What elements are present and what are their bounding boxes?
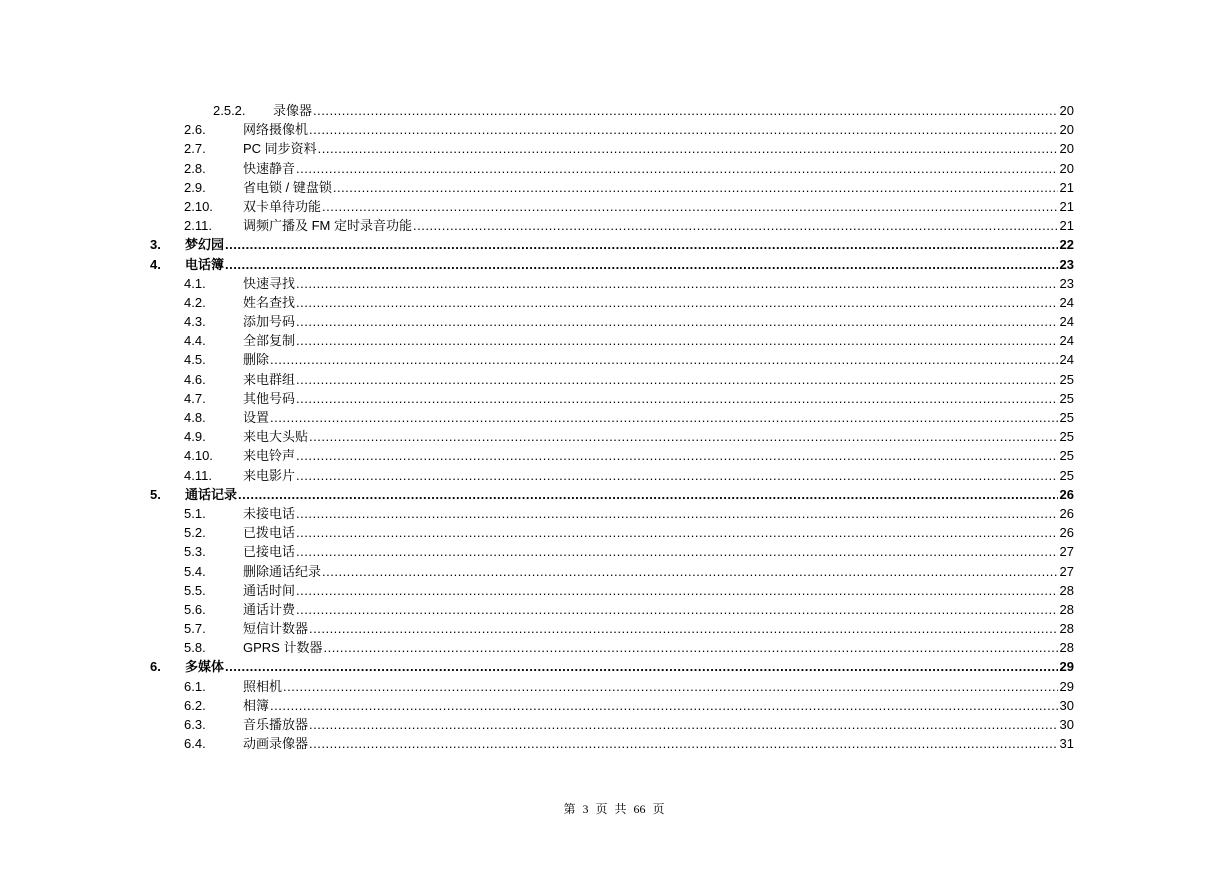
toc-entry[interactable] xyxy=(150,350,1074,369)
toc-entry-line xyxy=(243,312,1074,331)
toc-entry-page-number[interactable]: 30 xyxy=(1059,717,1074,732)
toc-entry-number: 2.7. xyxy=(184,141,206,157)
toc-entry-line xyxy=(243,293,1074,312)
toc-entry[interactable] xyxy=(150,562,1074,581)
dot-leader xyxy=(323,638,1057,657)
toc-entry-title[interactable]: 梦幻园 xyxy=(185,237,225,253)
toc-entry-line xyxy=(243,542,1074,561)
toc-entry-page-number[interactable]: 21 xyxy=(1059,179,1074,195)
toc-entry-number: 6.4. xyxy=(184,736,206,752)
toc-entry-number: 6.3. xyxy=(184,717,206,732)
toc-entry-page-number[interactable]: 21 xyxy=(1059,198,1074,214)
dot-leader xyxy=(270,696,1058,715)
toc-entry-line xyxy=(185,235,1074,254)
toc-entry-page-number[interactable]: 28 xyxy=(1059,640,1074,656)
toc-entry-number: 4.7. xyxy=(184,390,206,406)
toc-entry-page-number[interactable]: 28 xyxy=(1059,621,1074,637)
toc-entry-line xyxy=(243,159,1074,178)
toc-entry-page-number[interactable]: 25 xyxy=(1059,371,1074,387)
dot-leader xyxy=(296,293,1058,312)
toc-entry-title[interactable]: 姓名查找 xyxy=(243,294,296,310)
toc-entry-page-number[interactable]: 29 xyxy=(1059,678,1074,694)
toc-entry-title[interactable]: 双卡单待功能 xyxy=(243,198,322,214)
toc-entry-title[interactable]: 通话计费 xyxy=(243,601,296,617)
toc-entry[interactable] xyxy=(150,139,1074,158)
toc-entry-number: 4.4. xyxy=(184,333,206,349)
toc-entry-page-number[interactable]: 30 xyxy=(1059,697,1074,713)
toc-entry-line xyxy=(243,696,1074,715)
dot-leader xyxy=(333,178,1058,197)
dot-leader xyxy=(309,120,1058,139)
toc-entry-title[interactable]: 省电锁 / 键盘锁 xyxy=(243,179,332,195)
toc-entry-page-number[interactable]: 24 xyxy=(1059,314,1074,330)
toc-entry-page-number[interactable]: 27 xyxy=(1059,563,1074,579)
toc-entry-line xyxy=(243,331,1074,350)
toc-entry[interactable] xyxy=(150,504,1074,523)
toc-entry-line xyxy=(243,600,1074,619)
toc-entry-line xyxy=(243,562,1074,581)
toc-entry[interactable] xyxy=(150,389,1074,408)
toc-entry[interactable] xyxy=(150,370,1074,389)
toc-entry-title[interactable]: 删除通话纪录 xyxy=(243,563,322,579)
toc-entry-line xyxy=(243,120,1074,139)
dot-leader xyxy=(296,446,1058,465)
toc-entry[interactable] xyxy=(150,581,1074,600)
toc-entry[interactable] xyxy=(150,159,1074,178)
toc-entry-title[interactable]: 网络摄像机 xyxy=(243,122,309,138)
toc-entry-title[interactable]: 已拨电话 xyxy=(243,525,296,541)
toc-entry-page-number[interactable]: 20 xyxy=(1059,103,1074,118)
dot-leader xyxy=(309,619,1058,638)
toc-entry-line xyxy=(243,466,1074,485)
toc-entry-title[interactable]: 来电铃声 xyxy=(243,448,296,464)
toc-entry-title[interactable]: 全部复制 xyxy=(243,333,296,349)
toc-entry-number: 4.5. xyxy=(184,352,206,368)
toc-entry-line xyxy=(243,638,1074,657)
toc-entry-title[interactable]: 短信计数器 xyxy=(243,621,309,637)
toc-entry-number: 5.4. xyxy=(184,563,206,579)
toc-entry-page-number[interactable]: 27 xyxy=(1059,544,1074,560)
toc-entry-page-number[interactable]: 24 xyxy=(1059,352,1074,368)
toc-entry[interactable] xyxy=(150,178,1074,197)
toc-entry[interactable] xyxy=(150,657,1074,676)
toc-entry-title[interactable]: 删除 xyxy=(243,352,270,368)
toc-entry-title[interactable]: 快速静音 xyxy=(243,160,296,176)
toc-entry-title[interactable]: 已接电话 xyxy=(243,544,296,560)
toc-entry-number: 2.10. xyxy=(184,198,213,214)
toc-entry-title[interactable]: 录像器 xyxy=(273,103,313,118)
toc-entry[interactable] xyxy=(150,312,1074,331)
toc-entry-line xyxy=(243,504,1074,523)
toc-entry-title[interactable]: 调频广播及 FM 定时录音功能 xyxy=(243,218,412,234)
toc-entry-title[interactable]: 快速寻找 xyxy=(243,275,296,291)
toc-entry[interactable] xyxy=(150,408,1074,427)
toc-entry-number: 6.2. xyxy=(184,697,206,713)
page-footer: 第 3 页 共 66 页 xyxy=(563,802,665,816)
toc-entry[interactable] xyxy=(150,293,1074,312)
toc-entry-title[interactable]: 音乐播放器 xyxy=(243,717,309,732)
toc-entry-page-number[interactable]: 25 xyxy=(1059,448,1074,464)
dot-leader xyxy=(225,255,1058,274)
toc-entry[interactable] xyxy=(150,542,1074,561)
toc-entry-page-number[interactable]: 20 xyxy=(1059,141,1074,157)
toc-entry-line xyxy=(243,523,1074,542)
toc-entry-line xyxy=(243,427,1074,446)
toc-entry[interactable] xyxy=(150,101,1074,120)
toc-entry-line xyxy=(243,408,1074,427)
toc-entry-line xyxy=(243,197,1074,216)
toc-entry-page-number[interactable]: 20 xyxy=(1059,160,1074,176)
toc-entry-line xyxy=(243,216,1074,235)
toc-entry-page-number[interactable]: 21 xyxy=(1059,218,1074,234)
dot-leader xyxy=(296,312,1058,331)
toc-entry-number: 2.5.2. xyxy=(213,103,246,118)
toc-entry-number: 5.5. xyxy=(184,582,206,598)
dot-leader xyxy=(296,600,1058,619)
dot-leader xyxy=(309,427,1058,446)
dot-leader xyxy=(309,734,1058,753)
toc-entry-page-number[interactable]: 25 xyxy=(1059,410,1074,425)
toc-entry-page-number[interactable]: 26 xyxy=(1059,505,1074,521)
toc-entry-number: 5.7. xyxy=(184,621,206,637)
toc-entry[interactable] xyxy=(150,715,1074,734)
dot-leader xyxy=(322,197,1058,216)
toc-entry-title[interactable]: 多媒体 xyxy=(185,659,225,675)
toc-entry[interactable] xyxy=(150,696,1074,715)
toc-entry-title[interactable]: GPRS 计数器 xyxy=(243,640,323,656)
toc-entry[interactable] xyxy=(150,331,1074,350)
toc-entry[interactable] xyxy=(150,523,1074,542)
toc-entry-line xyxy=(185,485,1074,504)
toc-entry[interactable] xyxy=(150,274,1074,293)
toc-entry-number: 6. xyxy=(150,659,161,675)
toc-entry[interactable] xyxy=(150,677,1074,696)
toc-entry[interactable] xyxy=(150,466,1074,485)
toc-entry-number: 5.3. xyxy=(184,544,206,560)
toc-entry-page-number[interactable]: 29 xyxy=(1059,659,1074,675)
toc-entry-line xyxy=(185,255,1074,274)
toc-entry[interactable] xyxy=(150,734,1074,753)
toc-entry[interactable] xyxy=(150,600,1074,619)
dot-leader xyxy=(225,235,1058,254)
toc-entry-title[interactable]: 通话时间 xyxy=(243,582,296,598)
toc-entry[interactable] xyxy=(150,197,1074,216)
toc-entry-title[interactable]: 来电影片 xyxy=(243,467,296,483)
toc-entry-number: 4.11. xyxy=(184,467,212,483)
toc-entry-page-number[interactable]: 31 xyxy=(1059,736,1074,752)
toc-entry-page-number[interactable]: 28 xyxy=(1059,582,1074,598)
toc-entry-number: 2.6. xyxy=(184,122,206,138)
toc-entry-page-number[interactable]: 23 xyxy=(1059,256,1074,272)
toc-entry-number: 6.1. xyxy=(184,678,206,694)
toc-entry-page-number[interactable]: 25 xyxy=(1059,467,1074,483)
dot-leader xyxy=(296,466,1058,485)
toc-entry-line xyxy=(243,350,1074,369)
toc-entry-number: 5.1. xyxy=(184,505,206,521)
toc-entry-line xyxy=(185,657,1074,676)
toc-entry-page-number[interactable]: 20 xyxy=(1059,122,1074,138)
toc-entry-title[interactable]: 来电群组 xyxy=(243,371,296,387)
toc-entry-number: 4.2. xyxy=(184,294,206,310)
dot-leader xyxy=(296,370,1058,389)
toc-entry-number: 5.6. xyxy=(184,601,206,617)
toc-entry-line xyxy=(243,139,1074,158)
toc-entry-page-number[interactable]: 22 xyxy=(1059,237,1074,253)
toc-entry-title[interactable]: 设置 xyxy=(243,410,270,425)
toc-entry-number: 5. xyxy=(150,486,161,502)
dot-leader xyxy=(270,350,1058,369)
toc-entry-number: 5.2. xyxy=(184,525,206,541)
dot-leader xyxy=(238,485,1058,504)
toc-entry-line xyxy=(243,715,1074,734)
toc-entry-page-number[interactable]: 26 xyxy=(1059,486,1074,502)
toc-entry-title[interactable]: PC 同步资料 xyxy=(243,141,317,157)
toc-entry-line xyxy=(243,446,1074,465)
toc-entry-line xyxy=(243,389,1074,408)
toc-entry-line xyxy=(243,677,1074,696)
toc-entry-number: 3. xyxy=(150,237,161,253)
toc-entry-line xyxy=(243,619,1074,638)
dot-leader xyxy=(313,101,1058,120)
table-of-contents xyxy=(150,101,1074,753)
toc-entry-line xyxy=(273,101,1074,120)
toc-entry-page-number[interactable]: 28 xyxy=(1059,601,1074,617)
toc-entry-number: 4. xyxy=(150,256,161,272)
toc-entry-line xyxy=(243,370,1074,389)
dot-leader xyxy=(296,581,1058,600)
toc-entry[interactable] xyxy=(150,446,1074,465)
toc-entry-number: 4.6. xyxy=(184,371,206,387)
toc-entry-title[interactable]: 照相机 xyxy=(243,678,283,694)
toc-entry[interactable] xyxy=(150,235,1074,254)
toc-entry-title[interactable]: 电话簿 xyxy=(185,256,225,272)
dot-leader xyxy=(296,504,1058,523)
toc-entry-title[interactable]: 其他号码 xyxy=(243,390,296,406)
dot-leader xyxy=(296,331,1058,350)
toc-entry[interactable] xyxy=(150,255,1074,274)
toc-entry-page-number[interactable]: 23 xyxy=(1059,275,1074,291)
toc-entry-title[interactable]: 通话记录 xyxy=(185,486,238,502)
toc-entry[interactable] xyxy=(150,427,1074,446)
toc-entry-page-number[interactable]: 26 xyxy=(1059,525,1074,541)
toc-entry-number: 4.1. xyxy=(184,275,206,291)
toc-entry-line xyxy=(243,178,1074,197)
dot-leader xyxy=(296,389,1058,408)
toc-entry[interactable] xyxy=(150,120,1074,139)
toc-entry[interactable] xyxy=(150,485,1074,504)
toc-entry-number: 4.9. xyxy=(184,429,206,445)
toc-entry[interactable] xyxy=(150,216,1074,235)
toc-entry-page-number[interactable]: 24 xyxy=(1059,333,1074,349)
toc-entry-page-number[interactable]: 25 xyxy=(1059,390,1074,406)
toc-entry-title[interactable]: 来电大头贴 xyxy=(243,429,309,445)
dot-leader xyxy=(296,274,1058,293)
toc-entry-page-number[interactable]: 25 xyxy=(1059,429,1074,445)
toc-entry-number: 2.8. xyxy=(184,160,206,176)
toc-entry-number: 4.10. xyxy=(184,448,213,464)
dot-leader xyxy=(296,159,1058,178)
dot-leader xyxy=(318,139,1058,158)
toc-entry-title[interactable]: 动画录像器 xyxy=(243,736,309,752)
toc-entry[interactable] xyxy=(150,638,1074,657)
toc-entry-line xyxy=(243,581,1074,600)
toc-entry-title[interactable]: 相簿 xyxy=(243,697,270,713)
dot-leader xyxy=(296,542,1058,561)
toc-entry-line xyxy=(243,274,1074,293)
dot-leader xyxy=(225,657,1058,676)
dot-leader xyxy=(413,216,1058,235)
dot-leader xyxy=(322,562,1058,581)
toc-entry-number: 2.11. xyxy=(184,218,212,234)
toc-entry-number: 4.3. xyxy=(184,314,206,330)
toc-entry-number: 5.8. xyxy=(184,640,206,656)
toc-entry[interactable] xyxy=(150,619,1074,638)
dot-leader xyxy=(283,677,1058,696)
toc-entry-page-number[interactable]: 24 xyxy=(1059,294,1074,310)
dot-leader xyxy=(296,523,1058,542)
toc-entry-title[interactable]: 添加号码 xyxy=(243,314,296,330)
toc-entry-line xyxy=(243,734,1074,753)
toc-entry-number: 2.9. xyxy=(184,179,206,195)
toc-entry-number: 4.8. xyxy=(184,410,206,425)
dot-leader xyxy=(309,715,1058,734)
toc-entry-title[interactable]: 未接电话 xyxy=(243,505,296,521)
dot-leader xyxy=(270,408,1058,427)
